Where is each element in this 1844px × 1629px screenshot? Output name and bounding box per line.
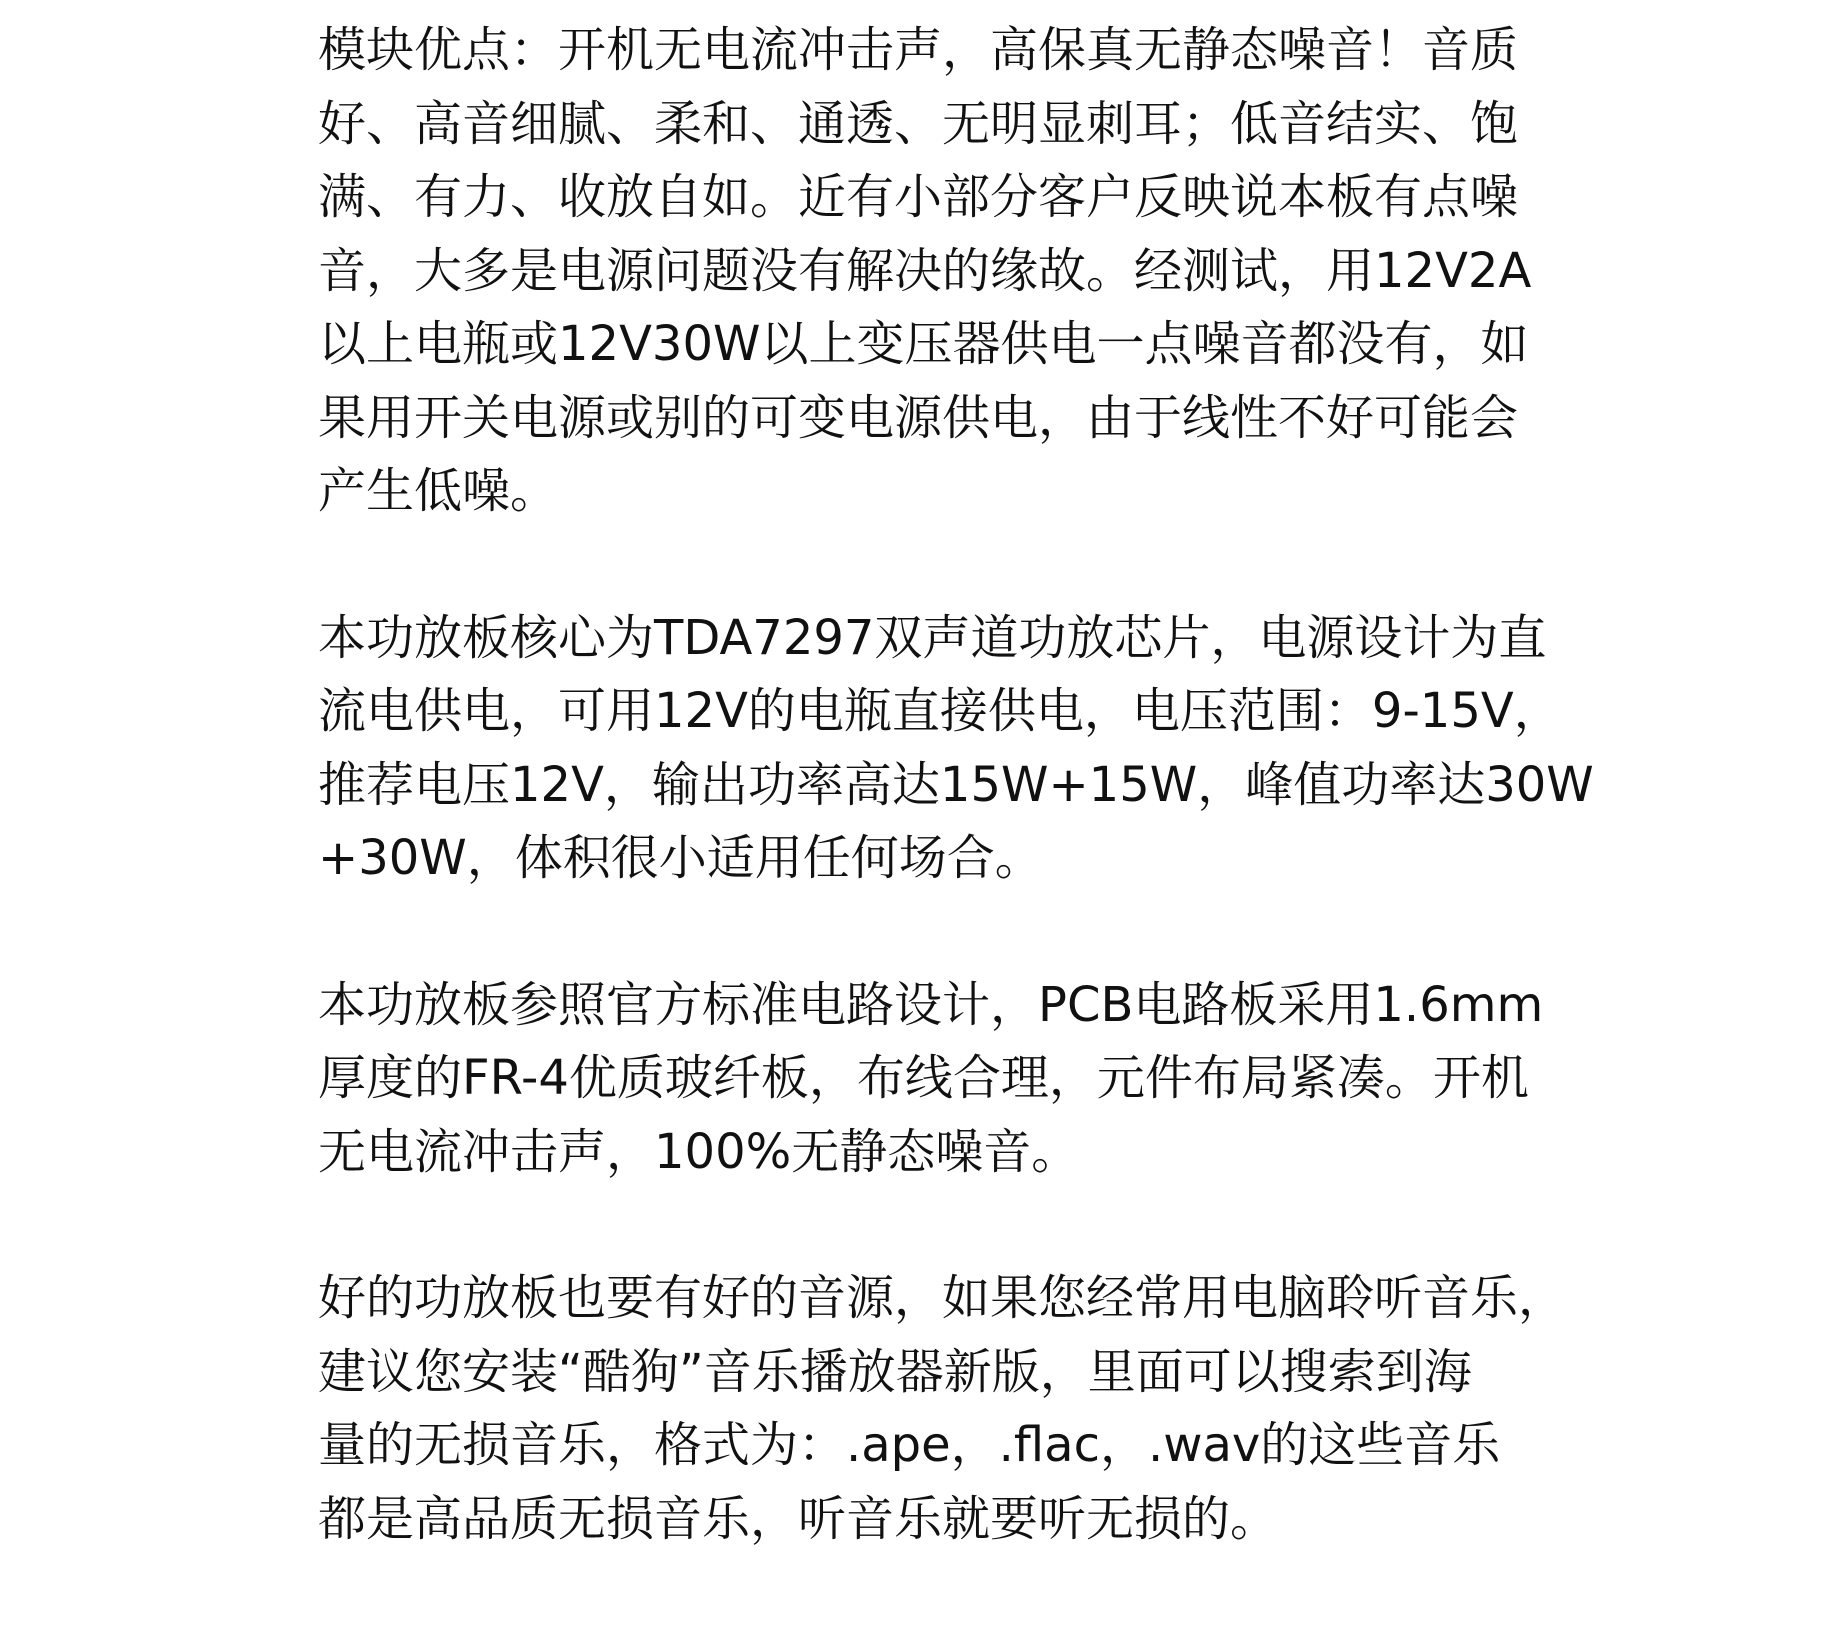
- text-line: 都是高品质无损音乐，听音乐就要听无损的。: [318, 1490, 1279, 1547]
- paragraph-audio-source: [318, 1262, 1598, 1556]
- text-line: 本功放板参照官方标准电路设计，PCB电路板采用1.6mm: [318, 976, 1544, 1033]
- text-line: 厚度的FR-4优质玻纤板，布线合理，元件布局紧凑。开机: [318, 1050, 1529, 1106]
- text-line: 产生低噪。: [318, 463, 559, 519]
- text-line: 推荐电压12V，输出功率高达15W+15W，峰值功率达30W: [318, 756, 1594, 813]
- paragraph-core-chip: [318, 602, 1598, 896]
- text-line: 好、高音细腻、柔和、通透、无明显刺耳；低音结实、饱: [318, 95, 1519, 152]
- text-line: 无电流冲击声，100%无静态噪音。: [318, 1123, 1080, 1180]
- paragraph-pcb-design: [318, 969, 1598, 1190]
- text-line: 好的功放板也要有好的音源，如果您经常用电脑聆听音乐，: [318, 1270, 1567, 1326]
- text-line: 本功放板核心为TDA7297双声道功放芯片，电源设计为直: [318, 609, 1547, 666]
- text-line: 建议您安装“酷狗”音乐播放器新版，里面可以搜索到海: [318, 1343, 1472, 1400]
- text-line: 模块优点：开机无电流冲击声，高保真无静态噪音！音质: [318, 22, 1519, 78]
- text-line: 果用开关电源或别的可变电源供电，由于线性不好可能会: [318, 389, 1519, 446]
- paragraph-module-advantages: [318, 14, 1598, 529]
- text-line: 满、有力、收放自如。近有小部分客户反映说本板有点噪: [318, 169, 1519, 225]
- text-line: 量的无损音乐，格式为：.ape，.flac，.wav的这些音乐: [318, 1417, 1501, 1473]
- text-line: 流电供电，可用12V的电瓶直接供电，电压范围：9-15V，: [318, 683, 1562, 739]
- text-line: 以上电瓶或12V30W以上变压器供电一点噪音都没有，如: [318, 316, 1529, 372]
- document-body: [318, 14, 1598, 1629]
- text-line: 音，大多是电源问题没有解决的缘故。经测试，用12V2A: [318, 242, 1532, 299]
- text-line: +30W，体积很小适用任何场合。: [318, 830, 1043, 886]
